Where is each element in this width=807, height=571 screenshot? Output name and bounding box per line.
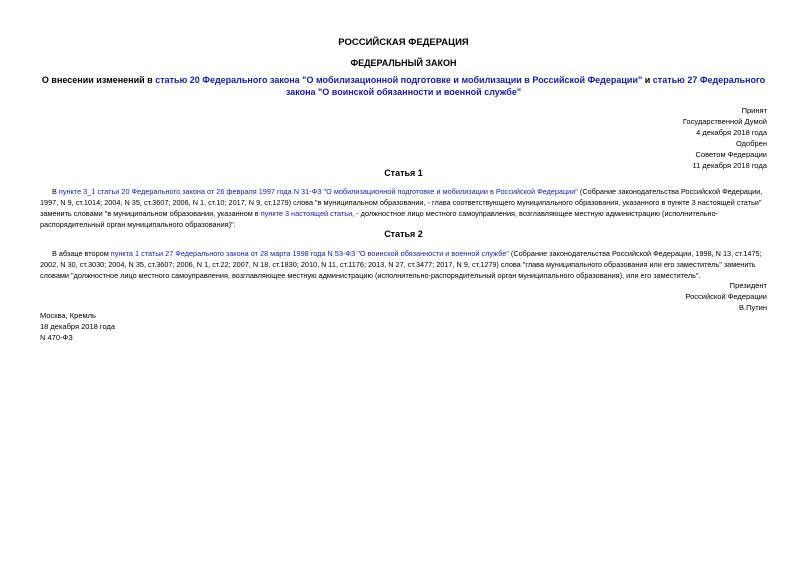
title-text-1: О внесении изменений в <box>41 75 156 85</box>
signature-block <box>467 280 767 313</box>
article-1-heading: Статья 1 <box>384 168 423 178</box>
adoption-line: 4 декабря 2018 года <box>696 128 767 137</box>
approval-line: Советом Федерации <box>695 150 767 159</box>
signature-title: Президент <box>729 281 767 290</box>
article-1-text-2: (Собрание законодательства Российской Федерации, 1997, N 9, ст.1014; 2004, N 35, ст.3607; 2006, N 1, ст.10; 2017, N 9, ст.1279) слова "в муниципальном образовании, - глава соответствующего муниципального образования, указанного в пункте 3 настоящей статьи" заменить словами "в муниципальном образовании, указанном в <box>40 187 763 218</box>
article-2-text <box>40 248 767 281</box>
law-number: N 470-ФЗ <box>40 333 73 342</box>
place-date-block <box>40 310 340 343</box>
signature-country: Российской Федерации <box>685 292 767 301</box>
adoption-block <box>467 105 767 171</box>
title-link-article-20[interactable]: статью 20 Федерального закона "О мобилизационной подготовке и мобилизации в Российской Федерации" <box>155 75 643 85</box>
article-2-heading: Статья 2 <box>384 229 423 239</box>
sign-date: 18 декабря 2018 года <box>40 322 116 331</box>
signature-name: В.Путин <box>739 303 767 312</box>
approval-line: 11 декабря 2018 года <box>692 161 767 170</box>
place: Москва, Кремль <box>40 311 96 320</box>
adoption-line: Принят <box>741 106 767 115</box>
doc-type-heading: ФЕДЕРАЛЬНЫЙ ЗАКОН <box>350 58 457 68</box>
article-2-link-law-53[interactable]: пункта 1 статьи 27 Федерального закона от 28 марта 1998 года N 53-ФЗ "О воинской обязанности и военной службе" <box>110 249 509 258</box>
article-2-text-2: (Собрание законодательства Российской Федерации, 1998, N 13, ст.1475; 2002, N 30, ст.3030; 2004, N 35, ст.3607; 2006, N 1, ст.22; 2007, N 18, ст.1830; 2010, N 11, ст.1176; 2013, N 27, ст.3477; 2017, N 9, ст.1279) слова "глава муниципального образования или его заместитель" заменить словами "должностное лицо местного самоуправления, возглавляющее местную администрацию (исполнительно-распорядительный орган муниципального образования), или его заместитель". <box>40 249 762 280</box>
law-title <box>40 74 767 98</box>
article-1-text-1: В <box>52 187 59 196</box>
article-1-text <box>40 186 767 230</box>
approval-line: Одобрен <box>736 139 767 148</box>
article-1-link-point-3[interactable]: пункте 3 настоящей статьи <box>260 209 353 218</box>
title-link-article-27[interactable]: статью 27 Федерального закона "О воинской обязанности и военной службе" <box>285 75 766 97</box>
country-heading: РОССИЙСКАЯ ФЕДЕРАЦИЯ <box>338 37 469 48</box>
adoption-line: Государственной Думой <box>682 117 767 126</box>
article-1-link-law-31[interactable]: пункте 3_1 статьи 20 Федерального закона от 26 февраля 1997 года N 31-ФЗ "О мобилизационной подготовке и мобилизации в Российской Федерации" <box>58 187 578 196</box>
title-text-2: и <box>642 75 653 85</box>
article-2-text-1: В абзаце втором <box>52 249 111 258</box>
article-1-text-3: , - должностное лицо местного самоуправления, возглавляющее местную администрацию (исполнительно-распорядительный орган муниципального образования)". <box>40 209 719 229</box>
